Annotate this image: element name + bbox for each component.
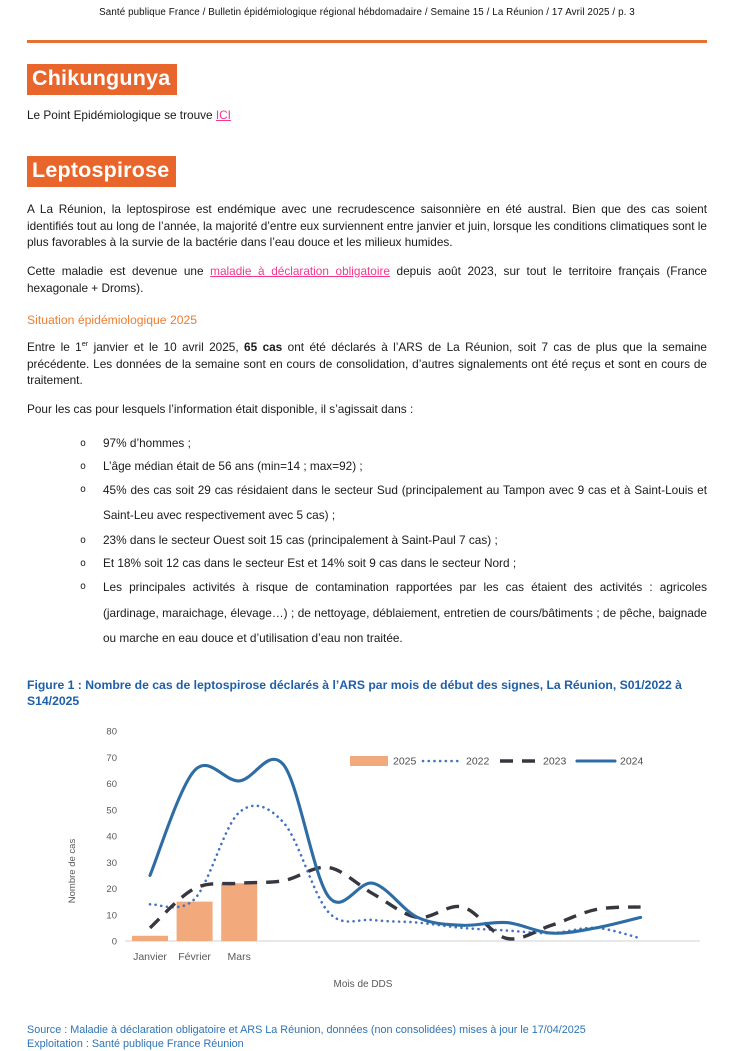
lepto-cases-paragraph: Entre le 1er janvier et le 10 avril 2025, 65 cas ont été déclarés à l’ARS de La Réunion, soit 7 cas de plus que la semaine précédente. Les données de la semaine sont en cours de consolidation, d’autres signalements ont été reçus et sont en cours de traitement. xyxy=(27,339,707,388)
bar-2025 xyxy=(177,901,213,940)
page-header: Santé publique France / Bulletin épidémiologique régional hébdomadaire / Semaine 15 / La Réunion / 17 Avril 2025 / p. 3 xyxy=(99,7,635,18)
section-title-chikungunya: Chikungunya xyxy=(27,64,177,95)
lepto-info-paragraph: Pour les cas pour lesquels l’information était disponible, il s’agissait dans : xyxy=(27,401,414,416)
bullet-marker-icon: o xyxy=(80,581,87,593)
x-axis-title: Mois de DDS xyxy=(333,978,393,990)
x-tick-label: Janvier xyxy=(133,950,167,963)
x-tick-label: Mars xyxy=(227,950,251,963)
bullet-marker-icon: o xyxy=(80,534,87,546)
y-tick-label: 70 xyxy=(106,752,117,764)
legend-label-2022: 2022 xyxy=(466,755,490,768)
bullet-item-hommes: o 97% d’hommes ; xyxy=(27,432,707,455)
y-tick-label: 10 xyxy=(106,910,117,922)
section-title-leptospirose: Leptospirose xyxy=(27,156,176,187)
bullet-list xyxy=(27,432,707,652)
y-axis-title: Nombre de cas xyxy=(67,838,78,904)
x-tick-label: Février xyxy=(178,950,211,963)
bar-2025 xyxy=(132,936,168,941)
bullet-marker-icon: o xyxy=(80,437,87,449)
y-tick-label: 50 xyxy=(106,805,117,817)
figure1-chart xyxy=(27,716,707,1013)
bullet-item-activites: o Les principales activités à risque de contamination rapportées par les cas étaient des activités : agricoles (jardinage, maraichage, élevage…) ; de nettoyage, déblaiement, entretien de cours/bâtiments ; de pêche, baignade ou marche en eau douce et d’utilisation d’eau non traitée. xyxy=(27,575,707,652)
bullet-item-secteur-est-nord: o Et 18% soit 12 cas dans le secteur Est et 14% soit 9 cas dans le secteur Nord ; xyxy=(27,552,707,575)
legend-label-2025: 2025 xyxy=(393,755,417,768)
bullet-marker-icon: o xyxy=(80,460,87,472)
leptospirose-chart xyxy=(27,716,707,1008)
y-tick-label: 20 xyxy=(106,883,117,895)
source-line: Source : Maladie à déclaration obligatoire et ARS La Réunion, données (non consolidées) mises à jour le 17/04/2025 xyxy=(27,1023,586,1036)
bar-2025 xyxy=(221,883,257,941)
ici-link[interactable]: ICI xyxy=(215,107,231,122)
bullet-item-secteur-ouest: o 23% dans le secteur Ouest soit 15 cas (principalement à Saint-Paul 7 cas) ; xyxy=(27,529,707,552)
lepto-intro-paragraph: A La Réunion, la leptospirose est endémique avec une recrudescence saisonnière en été austral. Bien que des cas soient identifiés tout au long de l’année, la majorité d’entre eux surviennent entre janvier et juin, lorsque les conditions climatiques sont le plus favorables à la survie de la bactérie dans l’eau douce et les milieux humides. xyxy=(27,202,707,250)
chikungunya-text: Le Point Epidémiologique se trouve xyxy=(27,107,216,122)
exploitation-line: Exploitation : Santé publique France Réunion xyxy=(27,1037,244,1050)
legend-label-2024: 2024 xyxy=(620,755,644,768)
case-count-bold: 65 cas xyxy=(244,340,283,355)
lepto-mdo-paragraph: Cette maladie est devenue une maladie à déclaration obligatoire depuis août 2023, sur tout le territoire français (France hexagonale + Droms). xyxy=(27,263,707,295)
y-tick-label: 40 xyxy=(106,831,117,843)
legend-swatch-2025 xyxy=(350,756,388,766)
bullet-marker-icon: o xyxy=(80,558,87,570)
figure1-title: Figure 1 : Nombre de cas de leptospirose déclarés à l’ARS par mois de début des signes, La Réunion, S01/2022 à S14/2025 xyxy=(27,677,682,709)
y-tick-label: 80 xyxy=(106,726,117,738)
legend-label-2023: 2023 xyxy=(543,755,567,768)
chikungunya-paragraph xyxy=(27,107,707,124)
y-tick-label: 0 xyxy=(111,936,117,948)
bullet-item-secteur-sud: o 45% des cas soit 29 cas résidaient dans le secteur Sud (principalement au Tampon avec 9 cas et à Saint-Louis et Saint-Leu avec respectivement avec 5 cas) ; xyxy=(27,478,707,529)
bullet-item-age: o L’âge médian était de 56 ans (min=14 ; max=92) ; xyxy=(27,455,707,478)
superscript-er: er xyxy=(81,339,89,349)
bullet-marker-icon: o xyxy=(80,483,87,495)
mdo-link[interactable]: maladie à déclaration obligatoire xyxy=(210,263,390,278)
subheading-situation-2025: Situation épidémiologique 2025 xyxy=(27,313,198,328)
y-tick-label: 60 xyxy=(106,778,117,790)
y-tick-label: 30 xyxy=(106,857,117,869)
